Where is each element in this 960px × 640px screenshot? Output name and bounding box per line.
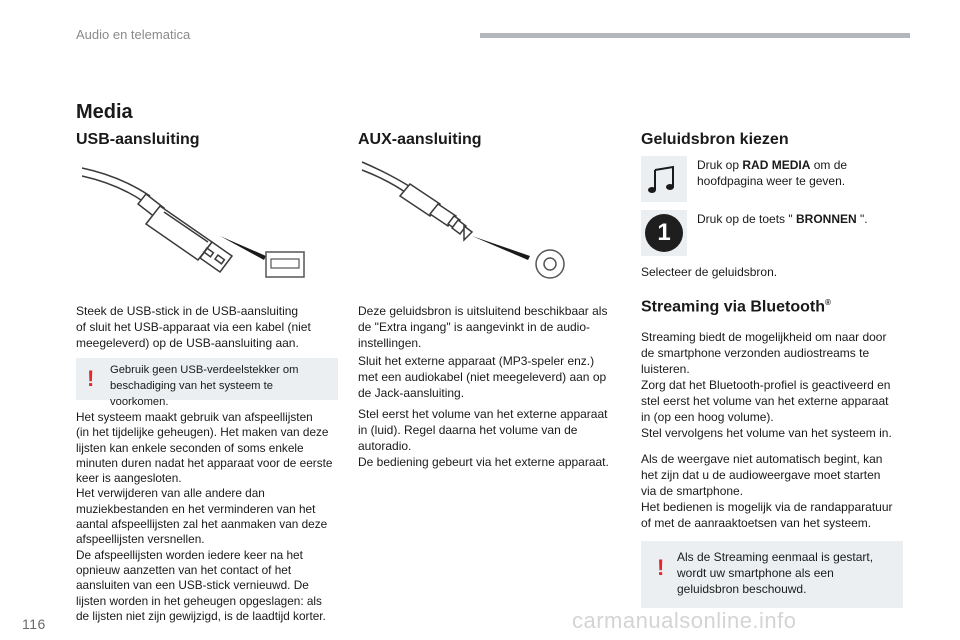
bluetooth-warning-note [641, 541, 903, 608]
usb-connector-illustration [80, 156, 315, 281]
source-step-2 [697, 211, 897, 227]
step-number-box [641, 210, 687, 256]
bluetooth-paragraph-1: Streaming biedt de mogelijkheid om naar door de smartphone verzonden audiostreams te luisteren. Zorg dat het Bluetooth-profiel is geactiveerd en stel eerst het volume van het externe apparaat in (op een hoog volume). Stel vervolgens het volume van het systeem in. [641, 330, 892, 440]
usb-body: Het systeem maakt gebruik van afspeellijsten (in het tijdelijke geheugen). Het maken van deze lijsten kan enkele seconden of soms enkele minuten duren nadat het apparaat voor de eerste keer is aangesloten. Het verwijderen van alle andere dan muziekbestanden en het verminderen van het aantal afspeellijsten zal het aanmaken van deze afspeellijsten versnellen. De afspeellijsten worden iedere keer na het opnieuw aanzetten van het contact of het aansluiten van een USB-stick vernieuwd. De lijsten worden in het geheugen opgeslagen: als de lijsten niet zijn gewijzigd, is de laadtijd korter. [76, 410, 333, 623]
step-1-text-a: Druk op [697, 158, 743, 172]
aux-paragraph-1: Deze geluidsbron is uitsluitend beschikbaar als de "Extra ingang" is aangevinkt in de audio- instellingen. [358, 304, 608, 350]
page-title: Media [76, 101, 133, 123]
registered-mark: ® [825, 298, 831, 307]
step-1-text-b: om de hoofdpagina weer te geven. [697, 158, 848, 188]
jack-connector-illustration [360, 160, 570, 280]
aux-paragraph-3: Stel eerst het volume van het externe apparaat in (luid). Regel daarna het volume van de autoradio. De bediening gebeurt via het externe apparaat. [358, 407, 609, 469]
music-button-illustration [641, 156, 687, 202]
step-2-text-a: Druk op de toets " [697, 212, 796, 226]
page-number: 116 [22, 616, 46, 632]
bluetooth-paragraph-2: Als de weergave niet automatisch begint, kan het zijn dat u de audioweergave moet starten via de smartphone. Het bedienen is mogelijk via de randapparatuur of met de aanraaktoetsen van het systeem. [641, 452, 893, 530]
warning-icon: ! [657, 555, 665, 580]
bluetooth-heading-text: Streaming via Bluetooth [641, 298, 826, 316]
usb-warning-note [76, 358, 338, 408]
step-2-text-b: ". [856, 212, 868, 226]
watermark: carmanualsonline.info [572, 608, 797, 633]
source-step-1 [697, 157, 897, 189]
usb-heading: USB-aansluiting [76, 131, 200, 148]
usb-warning-text: Gebruik geen USB-verdeelstekker om beschadiging van het systeem te voorkomen. [110, 364, 299, 408]
aux-heading: AUX-aansluiting [358, 131, 482, 148]
source-select-text: Selecteer de geluidsbron. [641, 265, 778, 279]
usb-intro: Steek de USB-stick in de USB-aansluiting of sluit het USB-apparaat via een kabel (niet meegeleverd) op de USB-aansluiting aan. [76, 304, 311, 350]
step-2-button-name: BRONNEN [795, 212, 857, 226]
warning-icon: ! [87, 366, 95, 391]
step-number-badge: 1 [645, 214, 683, 252]
bluetooth-heading [641, 298, 831, 316]
bluetooth-warning-text: Als de Streaming eenmaal is gestart, wordt uw smartphone als een geluidsbron beschouwd. [677, 550, 874, 596]
header-bar [480, 33, 910, 38]
music-note-icon [641, 156, 687, 202]
aux-paragraph-2: Sluit het externe apparaat (MP3-speler enz.) met een audiokabel (niet meegeleverd) aan op de Jack-aansluiting. [358, 354, 607, 400]
source-heading: Geluidsbron kiezen [641, 131, 789, 148]
section-header: Audio en telematica [76, 27, 191, 42]
step-1-button-name: RAD MEDIA [742, 158, 811, 172]
